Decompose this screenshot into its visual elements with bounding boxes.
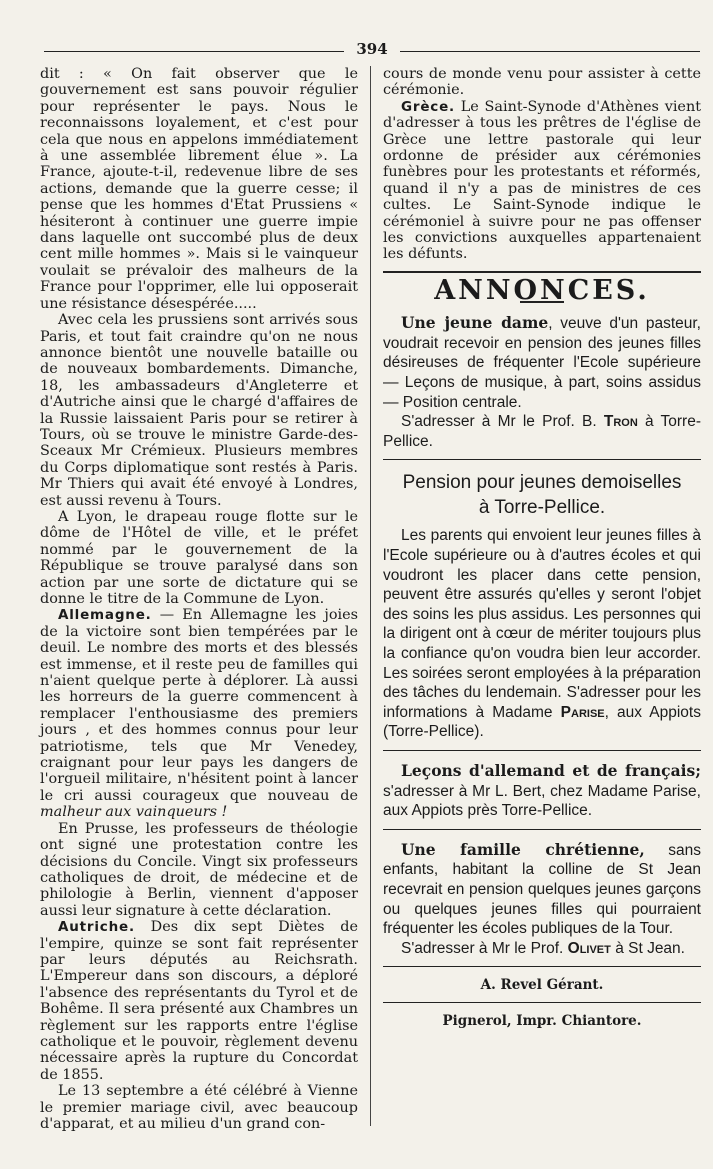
contact-text: à Torre-Pellice. xyxy=(383,413,701,450)
ad-text xyxy=(383,313,701,412)
ad-body: Les parents qui envoient leur jeunes filles à l'Ecole supérieure ou à d'autres écoles et qui voudront les placer dans cette pension, peuvent être assurés qu'elles y seront l'objet des soins les plus assidus. Les personnes qui la dirigent ont à cœur de mériter toujours plus la confiance qu'on voudra bien leur accorder. Les soirées seront employées à la préparation des tâches du lendemain. S'adresser pour les informations à Madame xyxy=(383,527,701,721)
ad-pension xyxy=(383,470,701,742)
pension-title xyxy=(383,470,701,520)
right-column xyxy=(383,66,701,1033)
ad-rule xyxy=(383,829,701,830)
pension-title-line: à Torre-Pellice. xyxy=(478,497,606,519)
article-paragraph: En Prusse, les professeurs de théologie ont signé une protestation contre les décisions du Concile. Vingt six professeurs catholiques de droit, de médecine et de philologie à Berlin, viennent d'apposer aussi leur signature à cette déclaration. xyxy=(40,820,358,919)
contact-name: Parise xyxy=(560,703,605,721)
page-number: 394 xyxy=(356,40,388,58)
section-text: Des dix sept Diètes de l'empire, quinze se sont fait représenter par leurs députés au Reichsrath. L'Empereur dans son discours, a déploré l'absence des représentants du Tyrol et de Bohême. Il sera présenté aux Chambres un règlement sur les rapports entre l'église catholique et le pouvoir, règlement devenu nécessaire après la rupture du Concordat de 1855. xyxy=(40,919,358,1083)
italic-phrase: malheur aux vainqueurs ! xyxy=(40,804,228,821)
gerant-line: A. Revel Gérant. xyxy=(480,977,604,994)
allemagne-section xyxy=(40,607,358,820)
contact-text: à St Jean. xyxy=(615,939,685,957)
imprimerie-line: Pignerol, Impr. Chiantore. xyxy=(442,1012,642,1029)
footer-rule xyxy=(383,1002,701,1003)
contact-name: Olivet xyxy=(567,939,611,957)
ad-lecons xyxy=(383,761,701,821)
ad-text xyxy=(383,840,701,939)
ad-lead: Leçons d'allemand et de français; xyxy=(401,760,701,780)
ad-rule xyxy=(383,459,701,460)
article-paragraph: A Lyon, le drapeau rouge flotte sur le dôme de l'Hôtel de ville, et le préfet nommé par le gouvernement de la République se trouve paralysé dans son action par une sorte de dictature qui se donne le titre de la Commune de Lyon. xyxy=(40,508,358,607)
section-rule xyxy=(383,271,701,273)
contact-text: S'adresser à Mr le Prof. xyxy=(401,939,564,957)
column-divider xyxy=(370,66,371,1126)
contact-text: S'adresser à Mr le Prof. B. xyxy=(401,413,597,431)
pension-title-line: Pension pour jeunes demoiselles xyxy=(402,472,682,494)
ad-rule xyxy=(383,750,701,751)
article-paragraph: cours de monde venu pour assister à cette cérémonie. xyxy=(383,66,701,99)
left-column xyxy=(40,66,358,1132)
ad-lead: Une jeune dame xyxy=(401,313,549,333)
autriche-section xyxy=(40,919,358,1083)
section-text: Le Saint-Synode d'Athènes vient d'adresser à tous les prêtres de l'église de Grèce une lettre pastorale qui leur ordonne de présider aux cérémonies funèbres pour les protestants et réformés, quand il n'y a pas de ministres de ces cultes. Le Saint-Synode indique le cérémoniel à suivre pour ne pas offenser les convictions auxquelles appartenaient les défunts. xyxy=(383,98,701,263)
grece-section xyxy=(383,99,701,263)
country-heading: Allemagne. xyxy=(58,607,152,624)
ad-contact xyxy=(383,939,701,959)
ad-text xyxy=(383,526,701,742)
footer-rule xyxy=(383,966,701,967)
article-paragraph: dit : « On fait observer que le gouvernement est sans pouvoir régulier pour représenter le pays. Nous le reconnaissons loyalement, et c'est pour cela que nous en appelons immédiatement à une assemblée librement élue ». La France, ajoute-t-il, redevenue libre de ses actions, demande que la guerre cesse; il pense que les hommes d'Etat Prussiens « hésiteront à continuer une guerre impie dans laquelle ont succombé plus de deux cent mille hommes ». Mais si le vainqueur voulait se prévaloir des malheurs de la France pour l'opprimer, elle lui opposerait une résistance désespérée..... xyxy=(40,66,358,312)
ad-lead: Une famille chrétienne, xyxy=(401,839,645,859)
ad-body: , aux Appiots (Torre-Pellice). xyxy=(383,703,701,741)
ad-contact xyxy=(383,412,701,451)
section-text: — En Allemagne les joies de la victoire sont bien tempérées par le deuil. Le nombre des morts et des blessés est immense, et il reste peu de familles qui n'aient quelque perte à déplorer. Là aussi les horreurs de la guerre commencent à remplacer l'enthousiasme des premiers jours , et des hommes connus pour leur patriotisme, tels que Mr Venedey, craignant pour leur pays les dangers de l'orgueil militaire, n'hésitent point à lancer le cri aussi courageux que nouveau de xyxy=(40,607,358,804)
annonces-heading: ANNONCES. xyxy=(434,274,650,306)
ad-body: s'adresser à Mr L. Bert, chez Madame Parise, aux Appiots près Torre-Pellice. xyxy=(383,782,701,820)
ad-famille xyxy=(383,840,701,959)
country-heading: Grèce. xyxy=(401,98,455,115)
ad-text xyxy=(383,761,701,821)
ad-jeune-dame xyxy=(383,313,701,451)
article-paragraph: Avec cela les prussiens sont arrivés sous Paris, et tout fait craindre qu'on ne nous annonce bientôt une nouvelle bataille ou de nouveaux bombardements. Dimanche, 18, les ambassadeurs d'Angleterre et d'Autriche ainsi que le chargé d'affaires de la Russie laissaient Paris pour se retirer à Tours, où se trouve le ministre Garde-des-Sceaux Mr Crémieux. Plusieurs membres du Corps diplomatique sont restés à Paris. Mr Thiers qui avait été envoyé à Londres, est aussi revenu à Tours. xyxy=(40,312,358,509)
ad-body: sans enfants, habitant la colline de St Jean recevrait en pension quelques jeunes garçons ou quelques jeunes filles qui pourraient fréquenter les écoles publiques de la Tour. xyxy=(383,841,701,938)
country-heading: Autriche. xyxy=(58,919,135,936)
contact-name: Tron xyxy=(603,413,638,431)
page-header xyxy=(44,40,700,60)
article-paragraph: Le 13 septembre a été célébré à Vienne le premier mariage civil, avec beaucoup d'apparat, et au milieu d'un grand con- xyxy=(40,1083,358,1132)
ad-body: , veuve d'un pasteur, voudrait recevoir en pension des jeunes filles désireuses de fréquenter l'Ecole supérieure — Leçons de musique, à part, soins assidus — Position centrale. xyxy=(383,315,701,411)
